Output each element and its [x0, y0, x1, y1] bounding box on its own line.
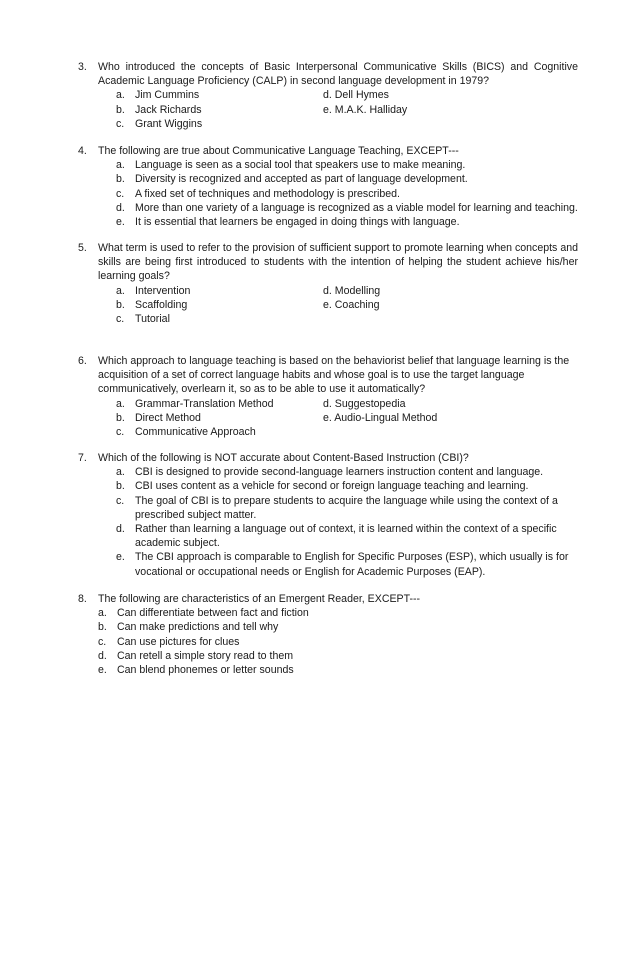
- option-e: e. M.A.K. Halliday: [323, 103, 408, 116]
- options: [116, 465, 578, 579]
- options: [98, 606, 578, 677]
- question-text: Which of the following is NOT accurate about Content-Based Instruction (CBI)?: [98, 452, 469, 464]
- question-number: 6.: [78, 355, 87, 367]
- option-e: e. The CBI approach is comparable to English for Specific Purposes (ESP), which usually is for vocational or occupational needs or English for Academic Purposes (EAP).: [116, 551, 569, 578]
- option-a: a. CBI is designed to provide second-language learners instruction content and language.: [116, 466, 544, 479]
- option-e: e. Audio-Lingual Method: [323, 411, 438, 424]
- option-a: a. Language is seen as a social tool that speakers use to make meaning.: [116, 159, 466, 172]
- question-text: The following are characteristics of an Emergent Reader, EXCEPT---: [98, 593, 421, 605]
- question-3: [78, 60, 578, 131]
- option-a: a. Grammar-Translation Method: [116, 397, 274, 410]
- option-d: d. Dell Hymes: [323, 89, 389, 102]
- option-e: e. It is essential that learners be engaged in doing things with language.: [116, 216, 460, 229]
- option-c: c. A fixed set of techniques and methodology is prescribed.: [116, 187, 401, 200]
- option-d: d. Rather than learning a language out of context, it is learned within the context of a specific academic subject.: [116, 523, 557, 550]
- question-number: 7.: [78, 452, 87, 464]
- option-a: a. Jim Cummins: [116, 89, 200, 102]
- question-4: [78, 144, 578, 229]
- question-number: 8.: [78, 593, 87, 605]
- question-text: Which approach to language teaching is based on the behaviorist belief that language learning is the acquisition of a set of correct language habits and whose goal is to use the target language communicatively, overlearn it, so as to be able to use it automatically?: [98, 355, 570, 396]
- option-a: a. Can differentiate between fact and fiction: [98, 607, 309, 620]
- options: [116, 88, 578, 131]
- option-d: d. More than one variety of a language is recognized as a viable model for learning and teaching.: [116, 201, 578, 214]
- option-a: a. Intervention: [116, 284, 191, 297]
- question-number: 5.: [78, 242, 87, 254]
- option-d: d. Can retell a simple story read to them: [98, 649, 294, 662]
- question-6: [78, 354, 578, 439]
- options: [116, 397, 578, 440]
- option-e: e. Can blend phonemes or letter sounds: [98, 664, 294, 677]
- option-c: c. Can use pictures for clues: [98, 635, 240, 648]
- options: [116, 284, 578, 327]
- option-d: d. Modelling: [323, 284, 381, 297]
- question-number: 3.: [78, 61, 87, 73]
- question-text: Who introduced the concepts of Basic Interpersonal Communicative Skills (BICS) and Cognitive Academic Language Proficiency (CALP) in second language development in 1979?: [98, 61, 578, 88]
- options: [116, 158, 578, 229]
- option-c: c. Communicative Approach: [116, 425, 256, 438]
- option-e: e. Coaching: [323, 298, 380, 311]
- question-text: What term is used to refer to the provision of sufficient support to promote learning when concepts and skills are being first introduced to students with the intention of helping the student achieve his/her learning goals?: [98, 242, 578, 283]
- option-b: b. Jack Richards: [116, 103, 202, 116]
- option-d: d. Suggestopedia: [323, 397, 406, 410]
- question-5: [78, 241, 578, 326]
- option-c: c. Tutorial: [116, 312, 170, 325]
- question-text: The following are true about Communicative Language Teaching, EXCEPT---: [98, 145, 459, 157]
- question-7: [78, 451, 578, 579]
- option-b: b. Diversity is recognized and accepted as part of language development.: [116, 173, 468, 186]
- option-b: b. Scaffolding: [116, 298, 188, 311]
- question-8: [78, 592, 578, 677]
- option-c: c. The goal of CBI is to prepare students to acquire the language while using the context of a prescribed subject matter.: [116, 494, 558, 521]
- option-b: b. CBI uses content as a vehicle for second or foreign language teaching and learning.: [116, 480, 529, 493]
- question-number: 4.: [78, 145, 87, 157]
- option-c: c. Grant Wiggins: [116, 117, 203, 130]
- option-b: b. Can make predictions and tell why: [98, 621, 279, 634]
- option-b: b. Direct Method: [116, 411, 201, 424]
